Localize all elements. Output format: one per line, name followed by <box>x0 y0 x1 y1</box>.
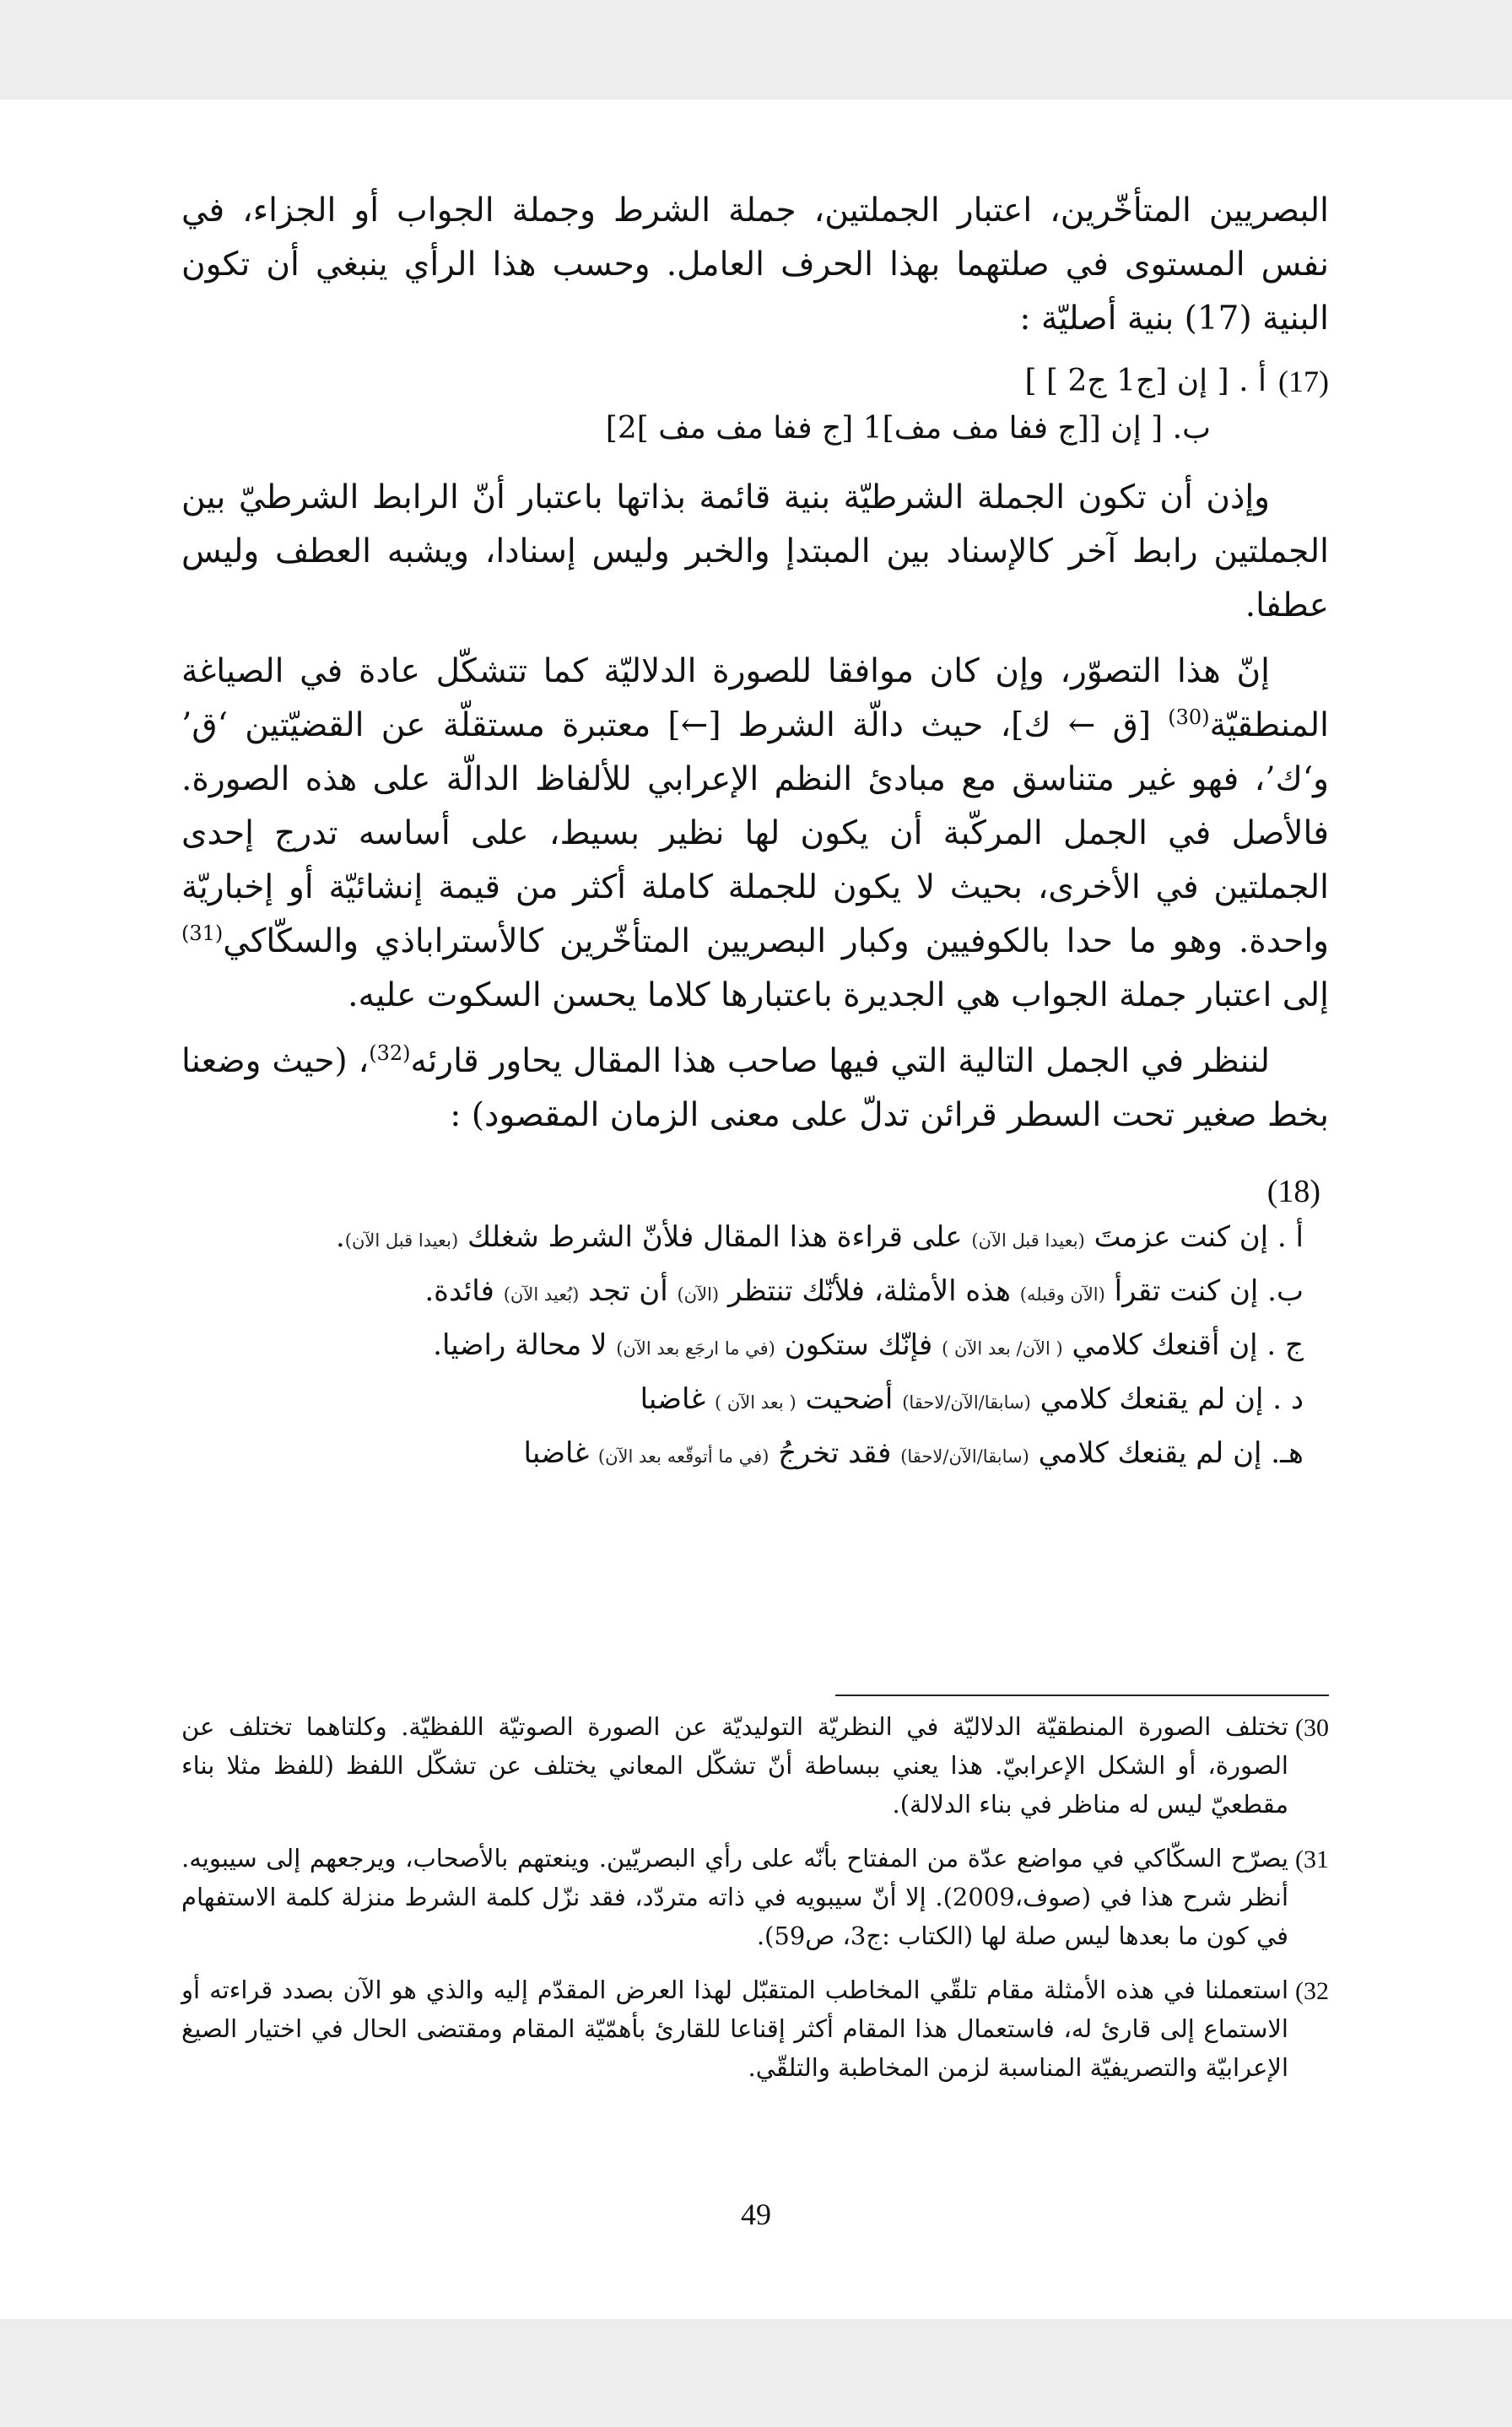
document-page <box>0 100 1512 2319</box>
example-18-item: ج . إن أقنعك كلامي ( الآن/ بعد الآن ) فإنّك ستكون (في ما ارجَع بعد الآن) لا محالة راضيا. <box>433 1328 1304 1362</box>
footnote-number: 31) <box>1295 1846 1329 1873</box>
footnotes <box>181 1707 1329 2102</box>
example-17-b: ب. [ إن [[ج ففا مف مف]1 [ج ففا مف مف ]2] <box>605 411 1211 446</box>
footnote-30 <box>181 1707 1329 1824</box>
footnote-text: استعملنا في هذه الأمثلة مقام تلقّي المخاطب المتقبّل لهذا العرض المقدّم إليه والذي هو الآن بصدد قراءته أو الاستماع إلى قارئ له، فاستعمال هذا المقام أكثر إقناعا للقارئ بأهمّيّة المقام ومقتضى الحال في اختيار الصيغ الإعرابيّة والتصريفيّة المناسبة لزمن المخاطبة والتلقّي. <box>181 1976 1288 2082</box>
paragraph-4: لننظر في الجمل التالية التي فيها صاحب هذا المقال يحاور قارئه$^{(32)}$، (حيث وضعنا بخط صغير تحت السطر قرائن تدلّ على معنى الزمان المقصود) : <box>181 1041 1329 1134</box>
example-18-item: هـ. إن لم يقنعك كلامي (سابقا/الآن/لاحقا) فقد تخرجُ (في ما أتوقّعه بعد الآن) غاضبا <box>523 1436 1304 1470</box>
footnote-ref-30[interactable]: (30) <box>1168 705 1210 729</box>
example-17-number: (17) <box>1278 365 1329 398</box>
footnote-separator <box>835 1695 1329 1696</box>
footnote-32 <box>181 1970 1329 2087</box>
example-18-item: ب. إن كنت تقرأ (الآن وقبله) هذه الأمثلة، فلأنّك تنتظر (الآن) أن تجد (بُعيد الآن) فائدة. <box>424 1274 1304 1308</box>
footnote-ref-31[interactable]: (31) <box>181 922 224 945</box>
example-18 <box>181 1214 1329 1480</box>
footnote-ref-32[interactable]: (32) <box>369 1041 411 1065</box>
footnote-text: تختلف الصورة المنطقيّة الدلاليّة في النظريّة التوليديّة عن الصورة الصوتيّة اللفظيّة. وكلتاهما تختلف عن الصورة، أو الشكل الإعرابيّ. هذا يعني ببساطة أنّ تشكّل المعاني يختلف عن تشكّل اللفظ (للفظ مثلا بناء مقطعيّ ليس له مناظر في بناء الدلالة). <box>181 1712 1288 1819</box>
footnote-31 <box>181 1839 1329 1955</box>
paragraph-1: البصريين المتأخّرين، اعتبار الجملتين، جملة الشرط وجملة الجواب أو الجزاء، في نفس المستوى في صلتهما بهذا الحرف العامل. وحسب هذا الرأي ينبغي أن تكون البنية (17) بنية أصليّة : <box>181 192 1329 338</box>
example-17-a: أ . [ إن [ج1 ج2 ] ] <box>1024 364 1266 398</box>
main-text <box>181 184 1329 1484</box>
example-17 <box>181 358 1329 452</box>
example-18-item: د . إن لم يقنعك كلامي (سابقا/الآن/لاحقا) أضحيت ( بعد الآن ) غاضبا <box>640 1382 1304 1416</box>
paragraph-3: إنّ هذا التصوّر، وإن كان موافقا للصورة الدلاليّة كما تتشكّل عادة في الصياغة المنطقيّة$^{(30)}$ [ق ← ك]، حيث دالّة الشرط [←] معتبرة مستقلّة عن القضيّتين ‘ق’ و‘ك’، فهو غير متناسق مع مبادئ النظم الإعرابي للألفاظ الدالّة على هذه الصورة. فالأصل في الجمل المركّبة أن يكون لها نظير بسيط، على أساسه تدرج إحدى الجملتين في الأخرى، بحيث لا يكون للجملة كاملة أكثر من قيمة إنشائيّة أو إخباريّة واحدة. وهو ما حدا بالكوفيين وكبار البصريين المتأخّرين كالأستراباذي والسكّاكي$^{(31)}$ إلى اعتبار جملة الجواب هي الجديرة باعتبارها كلاما يحسن السكوت عليه. <box>181 652 1329 1014</box>
page-number: 49 <box>741 2197 771 2231</box>
footnote-text: يصرّح السكّاكي في مواضع عدّة من المفتاح بأنّه على رأي البصريّين. وينعتهم بالأصحاب، ويرجعهم إلى سيبويه. أنظر شرح هذا في (صوف،2009). إلا أنّ سيبويه في ذاته متردّد، فقد نزّل كلمة الشرط منزلة كلمة الاستفهام في كون ما بعدها ليس صلة لها (الكتاب :ج3، ص59). <box>181 1844 1288 1950</box>
footnote-number: 32) <box>1295 1977 1329 2005</box>
example-18-item: أ . إن كنت عزمتَ (بعيدا قبل الآن) على قراءة هذا المقال فلأنّ الشرط شغلك (بعيدا قبل الآن). <box>335 1220 1304 1254</box>
example-18-number: (18) <box>1266 1174 1320 1209</box>
paragraph-2: وإذن أن تكون الجملة الشرطيّة بنية قائمة بذاتها باعتبار أنّ الرابط الشرطيّ بين الجملتين رابط آخر كالإسناد بين المبتدإ والخبر وليس إسنادا، ويشبه العطف وليس عطفا. <box>181 478 1329 624</box>
footnote-number: 30) <box>1295 1714 1329 1742</box>
